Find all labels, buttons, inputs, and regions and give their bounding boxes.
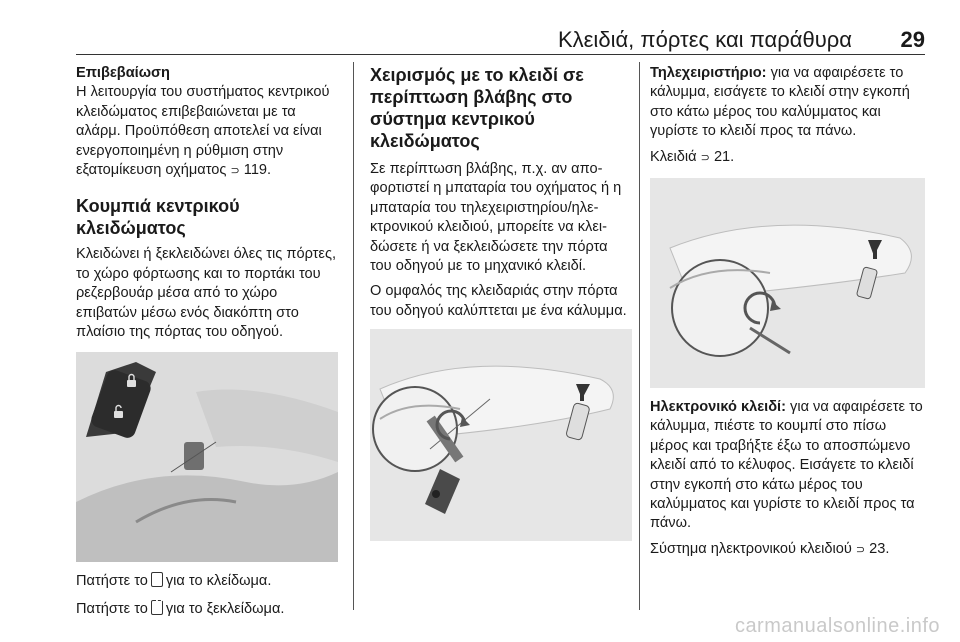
column-divider-2 bbox=[639, 62, 640, 610]
arrow-ref-icon: ⊃ bbox=[855, 543, 866, 556]
system-ref-line bbox=[650, 540, 925, 560]
lock-icon bbox=[151, 572, 163, 587]
press-lock-line bbox=[76, 570, 338, 591]
header-divider bbox=[76, 54, 925, 55]
press-lock-post: για το κλείδωμα. bbox=[165, 573, 272, 590]
page-number: 29 bbox=[900, 27, 925, 52]
confirm-heading: Επιβεβαίωση bbox=[76, 65, 170, 81]
remote-paragraph bbox=[650, 64, 925, 142]
electronic-text: για να αφαιρέσετε το κάλυμμα, πιέστε το κουμπί στο πίσω μέρος και τραβήξτε έξω το αποσπώμενο κλειδί από το κέλυφος. Εισάγετε το κλειδί στην εγκοπή στο κάτω μέρος του καλύμματος και γυρίστε το κλειδί προς τα πάνω. bbox=[650, 399, 923, 532]
emergency-text-2: Ο ομφαλός της κλειδαριάς στην πόρτα του οδηγού καλύπτεται με ένα κάλυμμα. bbox=[370, 283, 627, 319]
door-switch-figure bbox=[76, 352, 338, 562]
buttons-heading: Κουμπιά κεντρικού κλειδώματος bbox=[76, 196, 240, 239]
press-unlock-post: για το ξεκλείδωμα. bbox=[165, 600, 285, 617]
system-ref[interactable]: 23. bbox=[869, 540, 890, 557]
buttons-text: Κλειδώνει ή ξεκλειδώνει όλες τις πόρτες, το χώρο φόρτωσης και το πορτάκι του ρεζερβουάρ μέσα από το χώρο επιβατών μέσω ενός διακόπτη στο πλαίσιο της πόρτας του οδηγού. bbox=[76, 246, 337, 341]
press-unlock-line bbox=[76, 598, 338, 619]
keys-ref[interactable]: 21. bbox=[713, 148, 735, 165]
arrow-ref-icon: ⊃ bbox=[700, 151, 710, 164]
emergency-text-1: Σε περίπτωση βλάβης, π.χ. αν αποφορτιστεί η μπαταρία του οχήματος ή η μπαταρία του τηλεχειριστηρίου/ηλεκτρονικού κλειδιού, μπορείτε να κλειδώσετε ή να ξεκλειδώσετε την πόρτα του οδηγού με το μηχανικό κλειδί. bbox=[370, 161, 622, 275]
column-divider-1 bbox=[353, 62, 354, 610]
keys-ref-pre: Κλειδιά bbox=[650, 148, 697, 165]
unlock-icon bbox=[151, 600, 163, 615]
door-switch-illustration bbox=[76, 352, 338, 562]
remote-label: Τηλεχειριστήριο: bbox=[650, 65, 767, 81]
watermark: carmanualsonline.info bbox=[734, 615, 940, 637]
arrow-ref-icon: ⊃ bbox=[230, 165, 240, 178]
key-cover-remote-illustration bbox=[650, 178, 925, 388]
key-cover-figure bbox=[370, 329, 632, 541]
remote-text: για να αφαιρέσετε το κάλυμμα, εισάγετε το κλειδί στην εγκοπή στο κάτω μέρος του καλύμματος και γυρίστε το κλειδί προς τα πάνω. bbox=[650, 65, 910, 140]
key-cover-illustration bbox=[370, 329, 632, 541]
system-ref-pre: Σύστημα ηλεκτρονικού κλειδιού bbox=[650, 540, 852, 557]
key-cover-remote-figure bbox=[650, 178, 925, 388]
column-1 bbox=[76, 64, 338, 625]
electronic-label: Ηλεκτρονικό κλειδί: bbox=[650, 399, 786, 416]
press-lock-pre: Πατήστε το bbox=[76, 573, 148, 590]
page-header-title: Κλειδιά, πόρτες και παράθυρα bbox=[557, 27, 852, 52]
confirm-paragraph bbox=[76, 83, 338, 181]
emergency-heading: Χειρισμός με το κλειδί σε περίπτωση βλάβης στο σύστημα κεντρικού κλειδώματος bbox=[370, 65, 584, 151]
column-3 bbox=[650, 64, 925, 566]
confirm-text: Η λειτουργία του συστήματος κεντρικού κλειδώματος επιβεβαιώνεται με τα αλάρμ. Προϋπόθεση αποτελεί να είναι ενεργοποιημένη η ρύθμιση στην εξατομίκευση οχήματος bbox=[76, 84, 330, 179]
keys-ref-line bbox=[650, 148, 925, 168]
electronic-paragraph bbox=[650, 398, 925, 534]
confirm-ref[interactable]: 119. bbox=[243, 162, 272, 179]
press-unlock-pre: Πατήστε το bbox=[76, 600, 148, 617]
column-2 bbox=[370, 64, 632, 541]
